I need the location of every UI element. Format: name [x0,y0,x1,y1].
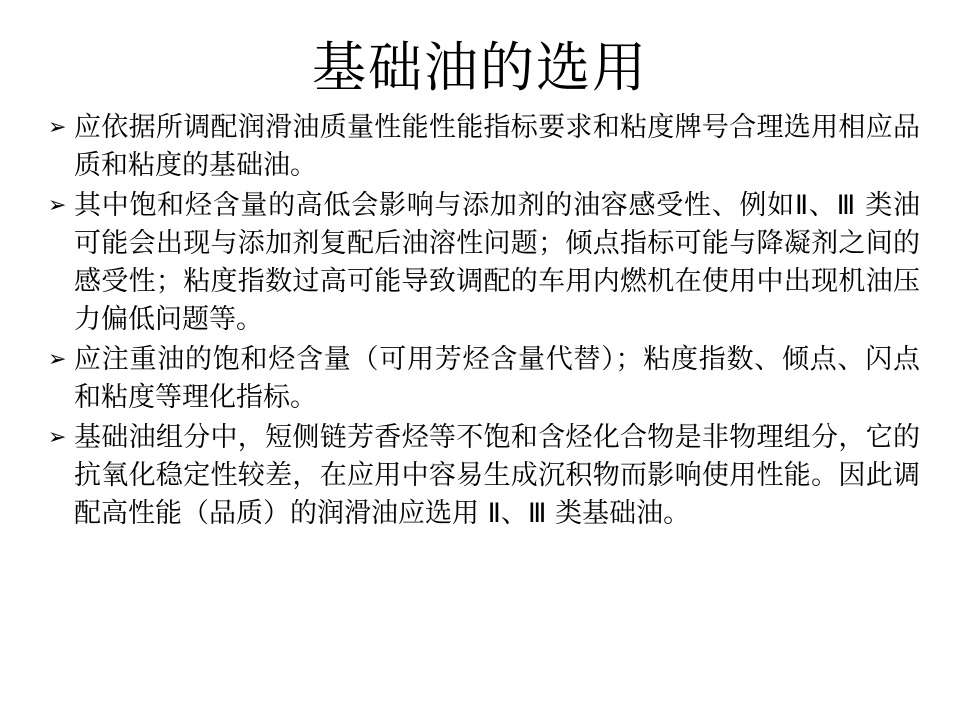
arrow-bullet-icon: ➢ [48,425,67,451]
list-item [44,109,920,185]
arrow-bullet-icon: ➢ [48,347,67,373]
list-item-text: 其中饱和烃含量的高低会影响与添加剂的油容感受性、例如Ⅱ、Ⅲ 类油可能会出现与添加剂复配后油溶性问题；倾点指标可能与降凝剂之间的感受性；粘度指数过高可能导致调配的车用内燃机在使用中出现机油压力偏低问题等。 [74,190,920,336]
arrow-bullet-icon: ➢ [48,193,67,219]
list-item-text: 基础油组分中，短侧链芳香烃等不饱和含烃化合物是非物理组分，它的抗氧化稳定性较差，在应用中容易生成沉积物而影响使用性能。因此调配高性能（品质）的润滑油应选用 Ⅱ、Ⅲ 类基础油。 [74,422,920,530]
arrow-bullet-icon: ➢ [48,115,67,141]
list-item [44,419,920,533]
list-item-text: 应依据所调配润滑油质量性能性能指标要求和粘度牌号合理选用相应品质和粘度的基础油。 [74,112,920,182]
bullet-list [0,109,960,533]
list-item [44,187,920,339]
list-item [44,341,920,417]
page-title: 基础油的选用 [312,36,648,99]
list-item-text: 应注重油的饱和烃含量（可用芳烃含量代替）；粘度指数、倾点、闪点和粘度等理化指标。 [74,344,920,414]
